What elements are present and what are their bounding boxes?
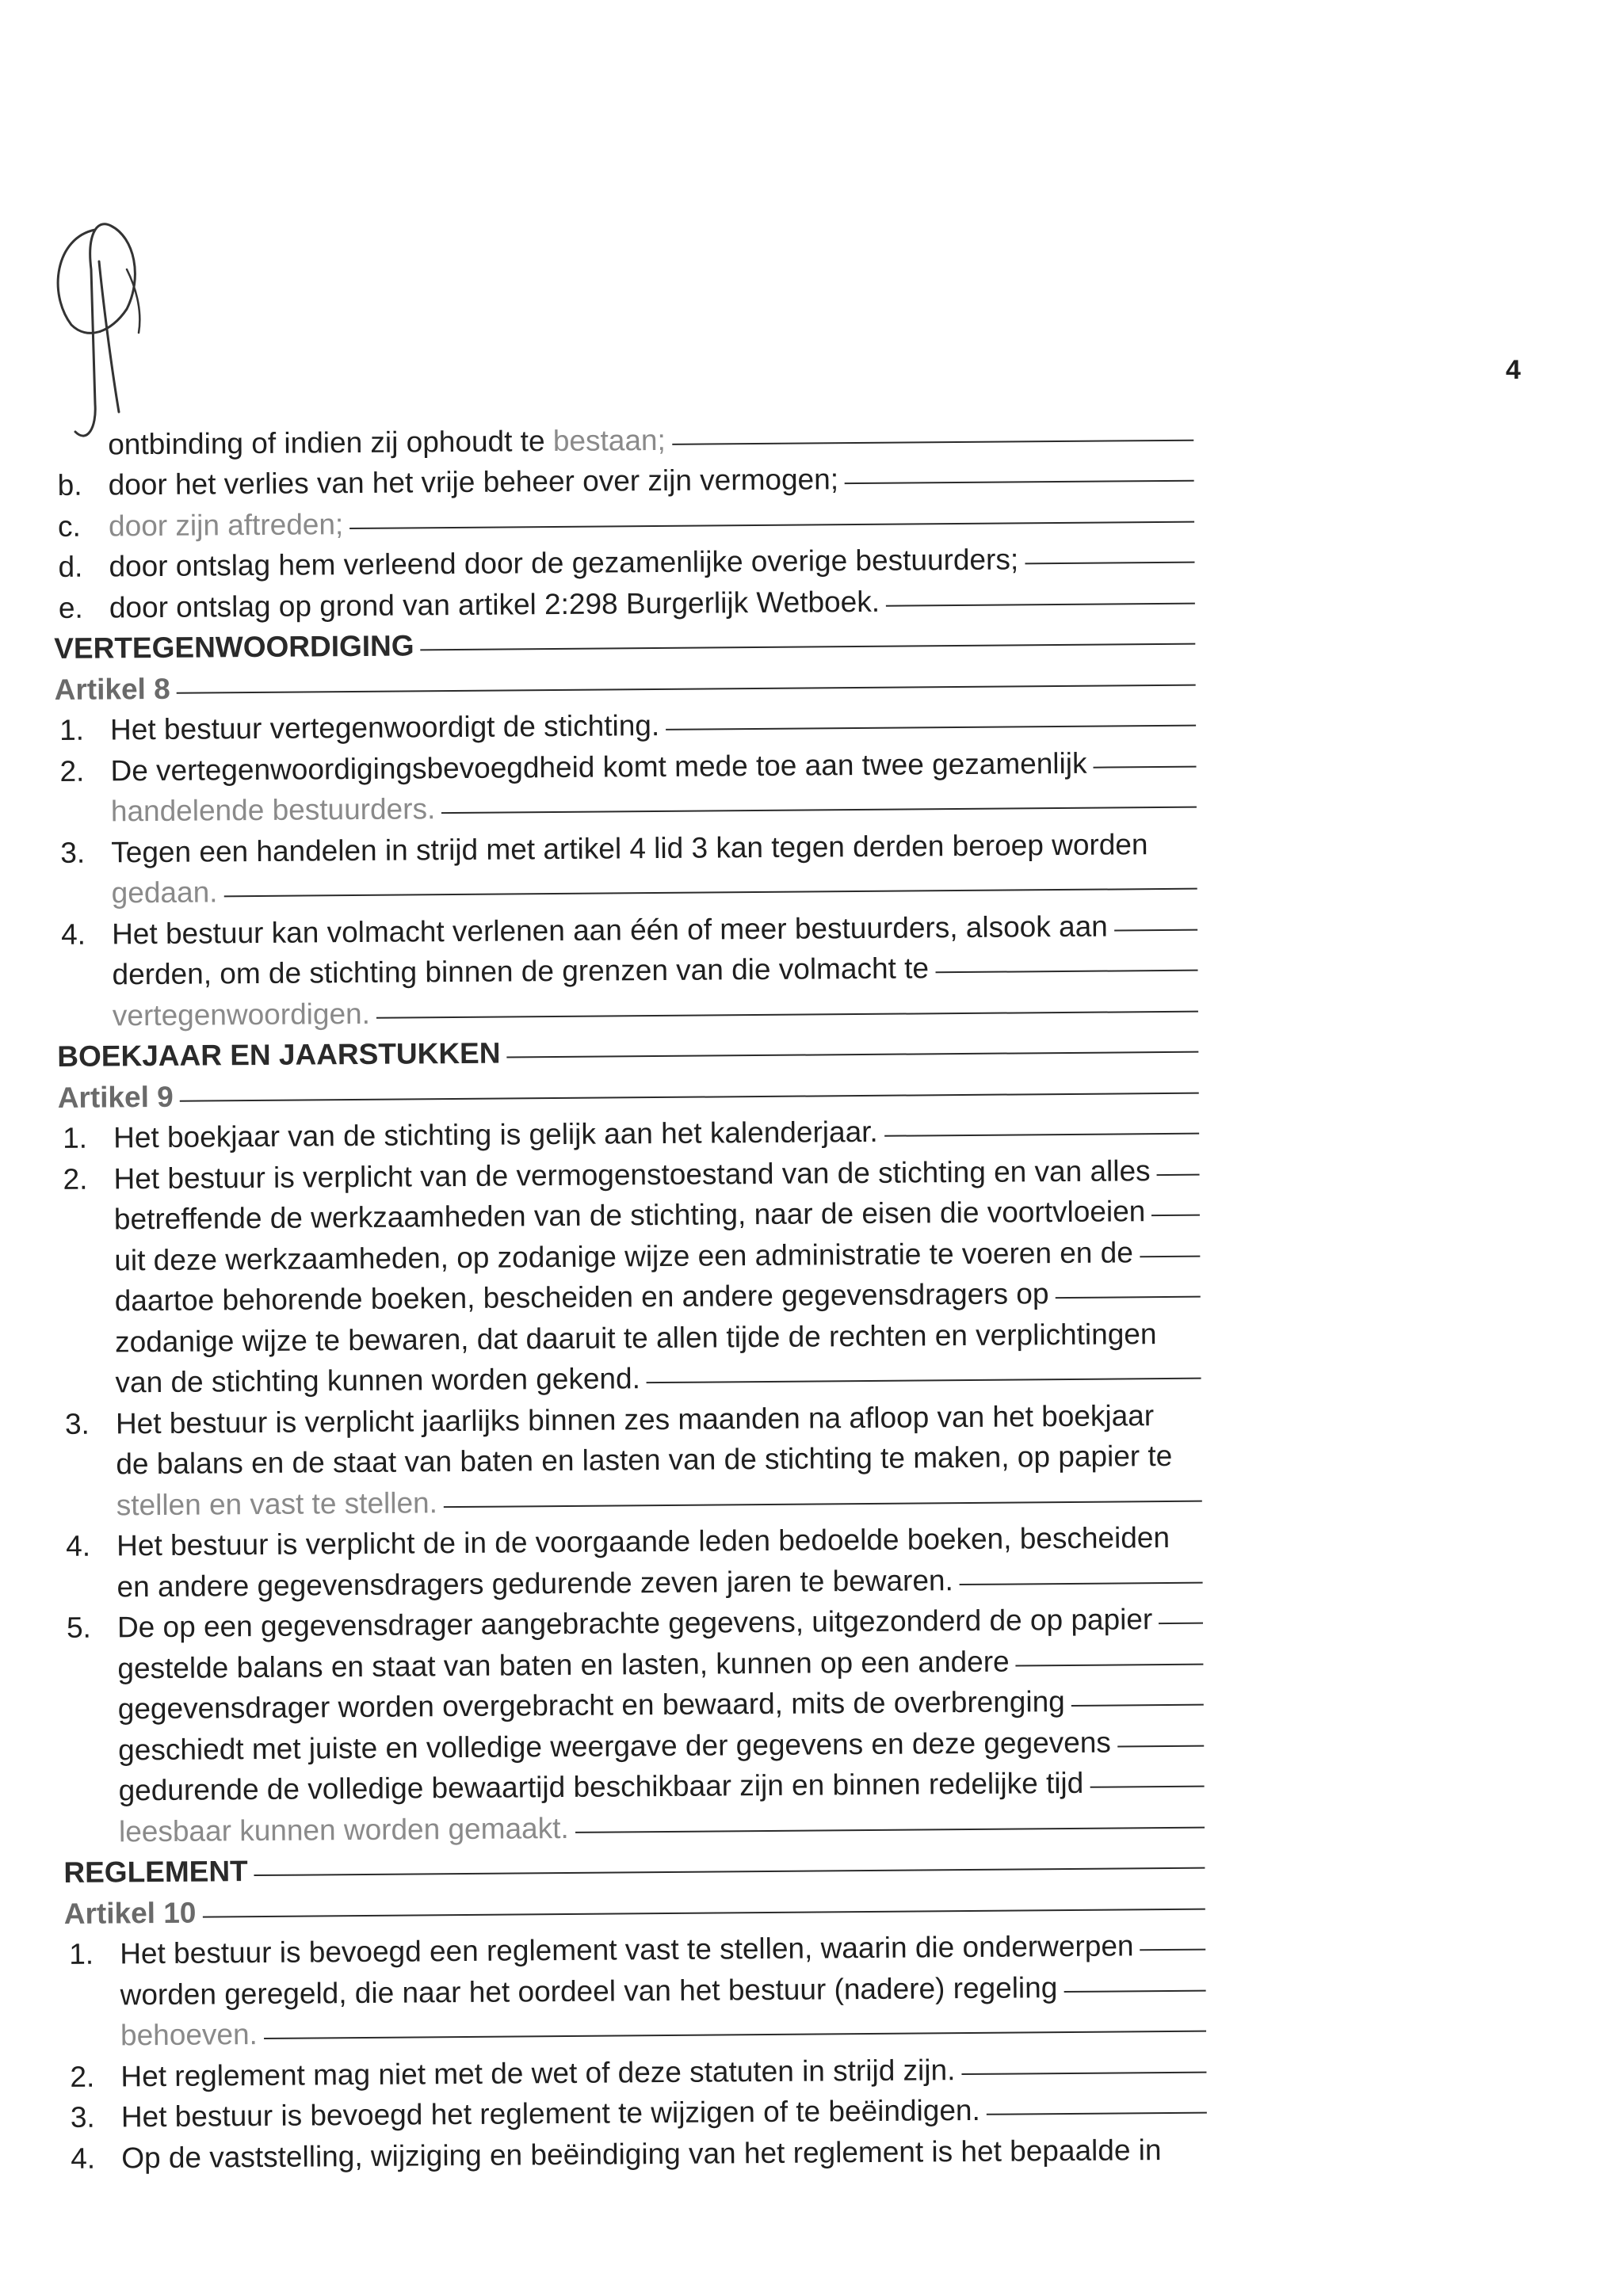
fill-line — [180, 1092, 1199, 1101]
faded-text: handelende bestuurders. — [110, 792, 436, 828]
line-text: uit deze werkzaamheden, op zodanige wijze een administratie te voeren en de — [114, 1235, 1133, 1276]
line-text — [109, 509, 343, 540]
fill-line — [961, 2071, 1206, 2074]
text-line — [64, 1919, 1205, 1969]
line-text: Het bestuur vertegenwoordigt de stichting. — [109, 708, 660, 746]
fill-line — [1016, 1663, 1204, 1666]
fill-line — [1114, 929, 1197, 931]
fill-line — [960, 1581, 1203, 1585]
line-text: betreffende de werkzaamheden van de stichting, naar de eisen die voortvloeien — [113, 1195, 1146, 1236]
fill-line — [884, 1133, 1199, 1137]
fill-line — [254, 1867, 1205, 1876]
fill-line — [1094, 765, 1197, 768]
list-marker: b. — [57, 468, 82, 502]
line-text — [118, 1811, 569, 1848]
list-marker: 2. — [59, 754, 85, 788]
fill-line — [177, 684, 1196, 693]
list-marker: 1. — [62, 1121, 88, 1154]
list-marker: d. — [58, 550, 83, 583]
faded-text: leesbaar kunnen worden gemaakt. — [118, 1811, 569, 1848]
text-line — [56, 899, 1197, 949]
faded-text: behoeven. — [120, 2018, 258, 2052]
fill-line — [1056, 1296, 1201, 1299]
fill-line — [1071, 1704, 1204, 1707]
faded-text: vertegenwoordigen. — [112, 997, 371, 1032]
list-marker: 5. — [66, 1611, 92, 1644]
list-marker: 3. — [60, 836, 86, 869]
line-text: daartoe behorende boeken, bescheiden en andere gegevensdragers op — [114, 1277, 1049, 1318]
fill-line — [444, 1500, 1202, 1508]
fill-line — [507, 1051, 1199, 1058]
fill-line — [1064, 1989, 1205, 1992]
faded-text: stellen en vast te stellen. — [116, 1486, 438, 1521]
line-text: De op een gegevensdrager aangebrachte gegevens, uitgezonderd de op papier — [116, 1603, 1153, 1644]
line-text: ontbinding of indien zij ophoudt te bestaan; — [108, 423, 666, 460]
fill-line — [1090, 1786, 1204, 1788]
line-text: Het reglement mag niet met de wet of deze statuten in strijd zijn. — [120, 2053, 956, 2092]
line-text: Het bestuur kan volmacht verlenen aan één of meer bestuurders, alsook aan — [111, 910, 1108, 950]
faded-text: bestaan; — [552, 423, 666, 457]
line-text: geschiedt met juiste en volledige weergave der gegevens en deze gegevens — [118, 1726, 1111, 1766]
line-text: zodanige wijze te bewaren, dat daaruit te allen tijde de rechten en verplichtingen — [114, 1317, 1157, 1358]
line-text: Het bestuur is verplicht de in de voorgaande leden bedoelde boeken, bescheiden — [116, 1520, 1170, 1562]
fill-line — [672, 439, 1193, 444]
list-marker: c. — [57, 509, 82, 543]
fill-line — [1140, 1255, 1200, 1257]
line-text: door ontslag op grond van artikel 2:298 Burgerlijk Wetboek. — [109, 585, 880, 624]
list-marker: 2. — [63, 1162, 88, 1196]
fill-line — [647, 1378, 1201, 1383]
fill-line — [202, 1908, 1205, 1917]
fill-line — [1157, 1173, 1200, 1175]
line-text: van de stichting kunnen worden gekend. — [115, 1362, 641, 1399]
line-text: Het bestuur is bevoegd een reglement vast te stellen, waarin die onderwerpen — [120, 1929, 1134, 1970]
list-marker: 1. — [59, 713, 85, 746]
line-text: Het bestuur is bevoegd het reglement te wijzigen of te beëindigen. — [120, 2093, 980, 2134]
handwritten-initials — [40, 206, 166, 452]
fill-line — [1117, 1745, 1204, 1747]
faded-text: door zijn aftreden; — [108, 507, 344, 542]
line-text: gegevensdrager worden overgebracht en bewaard, mits de overbrenging — [117, 1685, 1065, 1726]
line-text: Op de vaststelling, wijziging en beëindiging van het reglement is het bepaalde in — [121, 2133, 1162, 2174]
line-text — [116, 1488, 437, 1520]
line-text: en andere gegevensdragers gedurende zeven jaren te bewaren. — [116, 1563, 953, 1603]
line-text: Het boekjaar van de stichting is gelijk aan het kalenderjaar. — [113, 1115, 878, 1154]
fill-line — [886, 602, 1195, 606]
section-title: REGLEMENT — [63, 1855, 248, 1889]
article-title: Artikel 9 — [57, 1080, 174, 1114]
section-title: VERTEGENWOORDIGING — [54, 629, 414, 665]
line-text: gestelde balans en staat van baten en lasten, kunnen op een andere — [117, 1645, 1010, 1684]
fill-line — [349, 521, 1194, 528]
list-marker: 3. — [64, 1407, 90, 1440]
list-marker: 3. — [70, 2100, 95, 2134]
line-text: door het verlies van het vrije beheer over zijn vermogen; — [108, 463, 839, 502]
article-title: Artikel 10 — [63, 1896, 197, 1930]
line-text: worden geregeld, die naar het oordeel van het bestuur (nadere) regeling — [120, 1970, 1058, 2011]
list-marker: 4. — [66, 1529, 91, 1562]
line-text: Het bestuur is verplicht van de vermogenstoestand van de stichting en van alles — [113, 1154, 1151, 1195]
line-text: De vertegenwoordigingsbevoegdheid komt mede toe aan twee gezamenlijk — [110, 746, 1087, 787]
line-text: Het bestuur is verplicht jaarlijks binnen zes maanden na afloop van het boekjaar — [115, 1398, 1155, 1440]
statute-text — [52, 410, 1207, 2173]
line-text — [111, 794, 436, 826]
line-text: derden, om de stichting binnen de grenzen van die volmacht te — [112, 952, 930, 991]
fill-line — [223, 888, 1197, 898]
fill-line — [987, 2112, 1207, 2115]
list-marker: 4. — [71, 2142, 96, 2175]
article-title: Artikel 8 — [54, 672, 170, 706]
line-text — [120, 2019, 258, 2050]
fill-line — [1159, 1623, 1203, 1624]
fill-line — [845, 480, 1194, 484]
list-marker: 4. — [60, 917, 86, 951]
fill-line — [264, 2031, 1206, 2039]
line-text: gedurende de volledige bewaartijd beschikbaar zijn en binnen redelijke tijd — [118, 1766, 1084, 1807]
section-title: BOEKJAAR EN JAARSTUKKEN — [57, 1036, 501, 1073]
list-marker: e. — [58, 591, 83, 624]
fill-line — [575, 1826, 1205, 1833]
line-text — [113, 998, 370, 1030]
line-text — [111, 875, 218, 910]
fill-line — [1140, 1949, 1206, 1951]
list-marker: 2. — [70, 2060, 95, 2093]
line-text: door ontslag hem verleend door de gezamenlijke overige bestuurders; — [109, 543, 1019, 583]
fill-line — [935, 970, 1198, 974]
fill-line — [376, 1010, 1198, 1018]
line-text: Tegen een handelen in strijd met artikel 4 lid 3 kan tegen derden beroep worden — [111, 827, 1148, 868]
fill-line — [441, 807, 1197, 814]
fill-line — [1151, 1215, 1200, 1216]
fill-line — [421, 643, 1196, 651]
line-text: de balans en de staat van baten en lasten van de stichting te maken, op papier te — [116, 1439, 1173, 1481]
fill-line — [666, 725, 1196, 730]
faded-text: gedaan. — [111, 875, 218, 910]
page-number: 4 — [1506, 355, 1521, 385]
list-marker: 1. — [69, 1937, 94, 1970]
fill-line — [1025, 562, 1194, 565]
